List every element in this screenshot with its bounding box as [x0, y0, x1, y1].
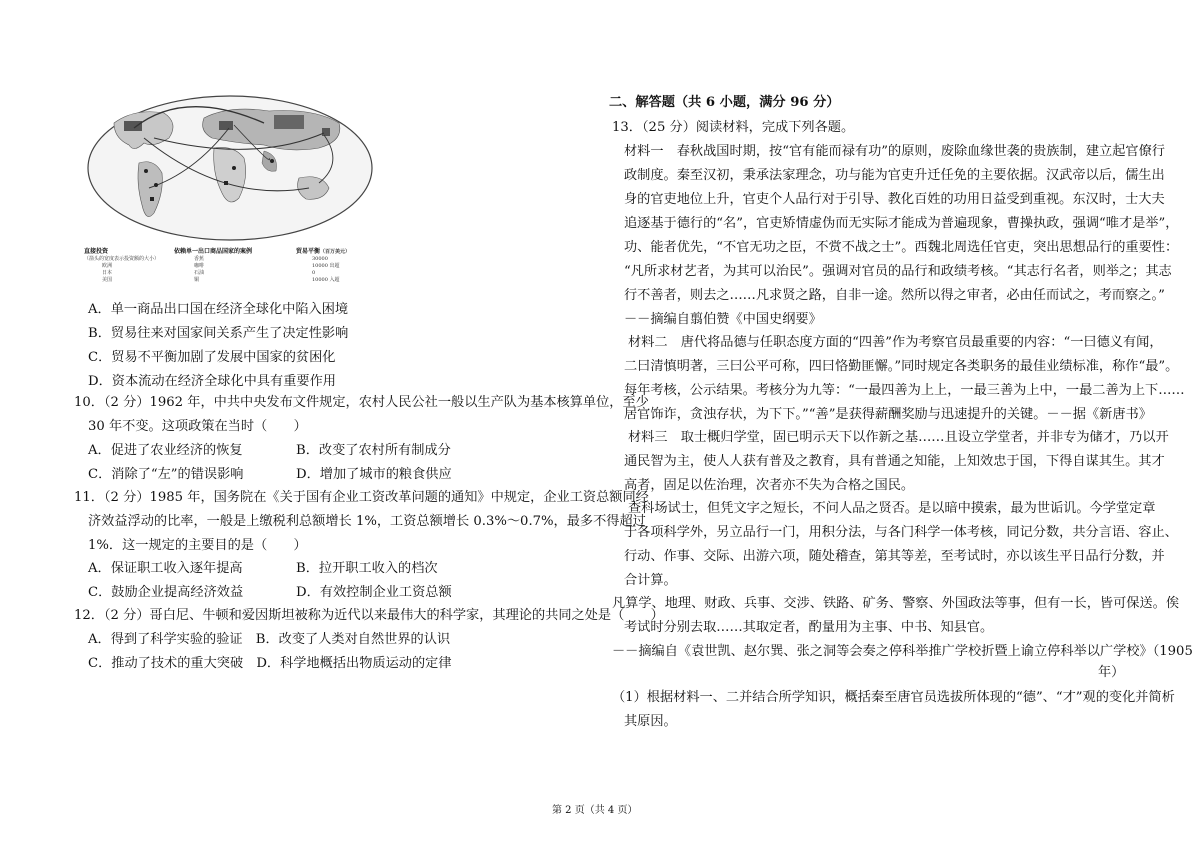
legend-item: 30000: [312, 256, 328, 262]
q10-option-b: B．改变了农村所有制成分: [296, 443, 451, 458]
q9-option-b: B．贸易往来对国家间关系产生了决定性影响: [88, 326, 349, 341]
world-investment-map: [84, 93, 376, 243]
q12-stem: 12．（2 分）哥白尼、牛顿和爱因斯坦被称为近代以来最伟大的科学家，其理论的共同之处是（ ）: [74, 608, 664, 623]
material1-line: 政制度。秦至汉初，秉承法家理念，功与能为官吏升迁任免的主要依据。汉武帝以后，儒生出: [624, 168, 1165, 183]
legend-investment-subtitle: （箭头的宽度表示投资额的大小）: [84, 256, 160, 262]
legend-label: 入超: [329, 277, 340, 283]
q10-option-d: D．增加了城市的粮食供应: [296, 467, 452, 482]
q11-stem-line2: 济效益浮动的比率，一般是上缴税利总额增长 1%，工资总额增长 0.3%～0.7%，最多不得超过: [88, 514, 646, 529]
q11-stem-line1: 11．（2 分）1985 年，国务院在《关于国有企业工资改革问题的通知》中规定，企业工资总额同经: [74, 490, 649, 505]
legend-trade: [296, 248, 350, 284]
legend-trade-unit: （百万美元）: [320, 249, 351, 255]
legend-item: 美国: [102, 277, 113, 283]
material2-line: 材料二 唐代将品德与任职态度方面的“四善”作为考察官员最重要的内容：“一曰德义有闻，: [628, 335, 1163, 350]
material3-source: －－摘编自《袁世凯、赵尔巽、张之洞等会奏之停科举推广学校折暨上谕立停科举以广学校》（1905: [612, 644, 1193, 659]
material3b-line: 合计算。: [624, 573, 677, 588]
legend-item: 铜: [194, 277, 200, 283]
material1-line: 功、能者优先，“不官无功之臣，不赏不战之士”。西魏北周选任官吏，突出思想品行的重要性：: [624, 240, 1179, 255]
q10-stem-line1: 10．（2 分）1962 年，中共中央发布文件规定，农村人民公社一般以生产队为基本核算单位，至少: [74, 395, 649, 410]
q11-option-d: D．有效控制企业工资总额: [296, 585, 452, 600]
q11-option-b: B．拉开职工收入的档次: [296, 561, 438, 576]
material3c-line: 凡算学、地理、财政、兵事、交涉、铁路、矿务、警察、外国政法等事，但有一长，皆可保送。俟: [612, 596, 1180, 611]
legend-item: 欧洲: [102, 263, 113, 269]
q10-option-c: C．消除了“左”的错误影响: [88, 467, 244, 482]
legend-trade-title: 贸易平衡: [296, 248, 321, 255]
material1-line: 行不善者，则去之……凡求贤之路，自非一途。然所以得之审者，必由任而试之，考而察之。”: [624, 288, 1165, 303]
material3-line: 高者，固足以佐治理，次者亦不失为合格之国民。: [624, 478, 915, 493]
legend-item: 10000: [312, 263, 328, 269]
q9-option-a: A．单一商品出口国在经济全球化中陷入困境: [88, 302, 349, 317]
legend-products: [174, 248, 252, 284]
material3-line: 通民智为主，使人人获有普及之教育，具有普通之知能，上知效忠于国，下得自谋其生。其才: [624, 454, 1165, 469]
q12-options-cd: C．推动了技术的重大突破 D．科学地概括出物质运动的定律: [88, 656, 452, 671]
material1-line: 身的官吏地位上升，官吏个人品行对于引导、教化百姓的功用日益受到重视。东汉时，士大夫: [624, 192, 1165, 207]
legend-investment-title: 直接投资: [84, 248, 109, 255]
q11-option-a: A．保证职工收入逐年提高: [88, 561, 243, 576]
material3b-line: 行动、作事、交际、出游六项，随处稽查，第其等差，至考试时，亦以该生平日品行分数，并: [624, 549, 1165, 564]
material3d-line: 考试时分别去取……其取定者，酌量用为主事、中书、知县官。: [624, 620, 994, 635]
q10-stem-line2: 30 年不变。这项政策在当时（ ）: [88, 419, 307, 434]
legend-item: 10000: [312, 277, 328, 283]
legend-label: 出超: [329, 263, 340, 269]
q9-option-c: C．贸易不平衡加剧了发展中国家的贫困化: [88, 350, 336, 365]
legend-item: 0: [312, 270, 316, 276]
material3b-line: 于各项科学外，另立品行一门，用积分法，与各门科学一体考核，同记分数，共分言语、容止、: [624, 525, 1178, 540]
material2-line: 二曰清慎明著，三曰公平可称，四曰恪勤匪懈。”同时规定各类职务的最佳业绩标准，称作“最”。: [624, 359, 1179, 374]
q11-option-c: C．鼓励企业提高经济效益: [88, 585, 244, 600]
q11-stem-line3: 1%．这一规定的主要目的是（ ）: [88, 538, 307, 553]
q9-option-d: D．资本流动在经济全球化中具有重要作用: [88, 374, 336, 389]
map-legend: [84, 244, 376, 294]
material3-line: 材料三 取士概归学堂，固已明示天下以作新之基……且设立学堂者，并非专为储才，乃以开: [628, 430, 1169, 445]
q12-options-ab: A．得到了科学实验的验证 B．改变了人类对自然世界的认识: [88, 632, 451, 647]
legend-products-title: 依赖单一出口商品国家的案例: [174, 248, 253, 255]
material1-line: 材料一 春秋战国时期，按“官有能而禄有功”的原则，废除血缘世袭的贵族制，建立起官僚行: [624, 144, 1165, 159]
section-title: 二、解答题（共 6 小题，满分 96 分）: [609, 95, 840, 110]
legend-investment: [84, 248, 159, 284]
q10-option-a: A．促进了农业经济的恢复: [88, 443, 243, 458]
material2-line: 每年考核，公示结果。考核分为九等：“一最四善为上上，一最三善为上中，一最二善为上下……: [624, 383, 1185, 398]
sub-question-1-line2: 其原因。: [624, 714, 677, 729]
sub-question-1-line1: （1）根据材料一、二并结合所学知识，概括秦至唐官员选拔所体现的“德”、“才”观的变化并简析: [612, 690, 1175, 705]
legend-item: 日本: [102, 270, 113, 276]
legend-item: 香蕉: [194, 256, 205, 262]
legend-item: 石油: [194, 270, 205, 276]
material3b-line: 查科场试士，但凭文字之短长，不问人品之贤否。是以暗中摸索，最为世诟讥。今学堂定章: [628, 501, 1156, 516]
material1-source: －－摘编自翦伯赞《中国史纲要》: [624, 312, 822, 327]
page-number: 第 2 页（共 4 页）: [552, 805, 638, 816]
material3-source-year: 年）: [1098, 665, 1125, 680]
q13-title: 13．（25 分）阅读材料，完成下列各题。: [612, 120, 855, 135]
material1-line: “凡所求材艺者，为其可以治民”。强调对官员的品行和政绩考核。“其志行名者，则举之；其志: [624, 264, 1172, 279]
material1-line: 追逐基于德行的“名”，官吏矫情虚伪而无实际才能成为普遍现象，曹操执政，强调“唯才是举”，: [624, 216, 1179, 231]
material2-line: 居官饰诈，贪浊存状，为下下。”“善”是获得薪酬奖励与迅速提升的关键。－－据《新唐书》: [624, 407, 1152, 422]
legend-item: 咖啡: [194, 263, 205, 269]
